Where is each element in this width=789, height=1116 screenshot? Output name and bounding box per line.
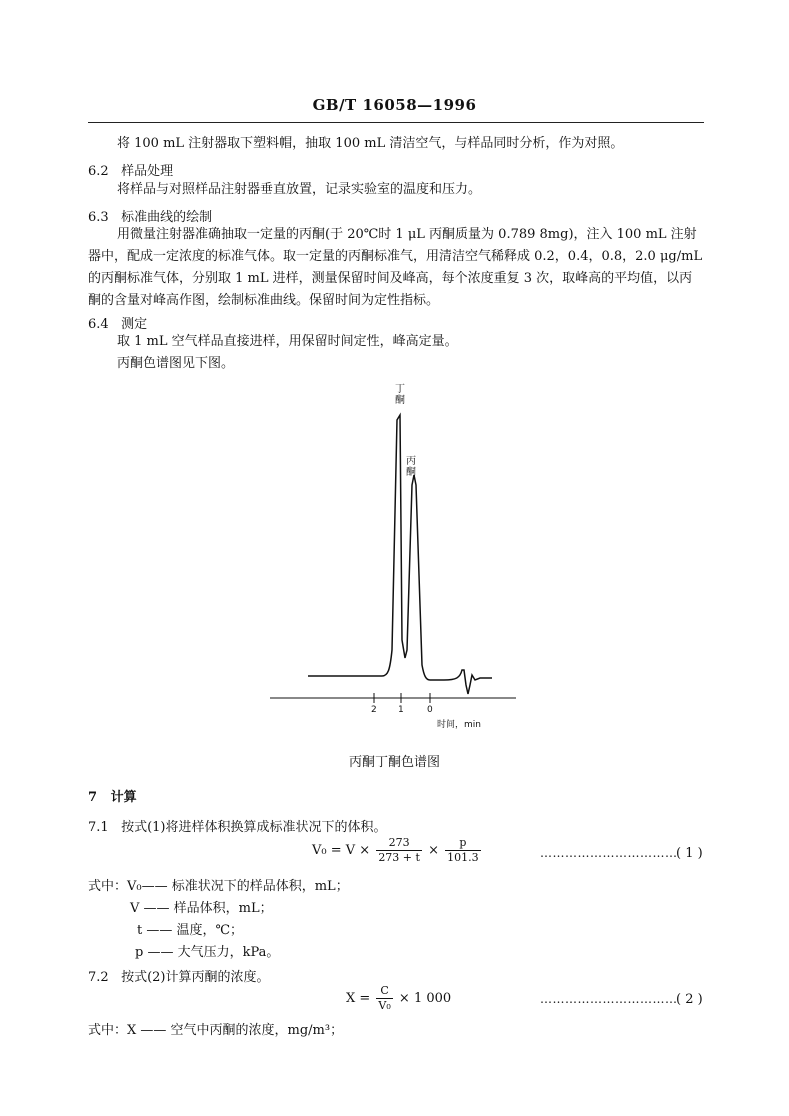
header-rule [88,122,704,123]
page-header: GB/T 16058—1996 [312,96,477,114]
figure-caption: 丙酮丁酮色谱图 [348,755,440,770]
where-1-line-2: V —— 样品体积，mL； [130,901,273,916]
section-number: 6.4 [88,317,109,332]
section-7-heading [88,786,137,805]
section-6-4-line-1: 取 1 mL 空气样品直接进样，用保留时间定性，峰高定量。 [117,334,458,349]
fraction-numerator: C [376,984,392,999]
x-axis-label: 时间，min [437,720,481,730]
formula-1 [312,836,483,865]
section-text: 按式(2)计算丙酮的浓度。 [121,970,270,985]
section-6-2-text: 将样品与对照样品注射器垂直放置，记录实验室的温度和压力。 [117,182,482,197]
peak-label-acetone: 丙酮 [406,456,416,478]
section-6-3-line-3: 的丙酮标准气体，分别取 1 mL 进样，测量保留时间及峰高，每个浓度重复 3 次，取峰高的平均值，以丙 [88,271,693,286]
section-number: 7.2 [88,970,109,985]
peak-label-butanone: 丁酮 [395,384,405,406]
where-1-line-4: p —— 大气压力，kPa。 [135,945,280,960]
section-6-3-line-2: 器中，配成一定浓度的标准气体。取一定量的丙酮标准气，用清洁空气稀释成 0.2，0.4，0.8，2.0 μg/mL [88,249,703,264]
section-title: 计算 [110,790,137,805]
section-7-2 [88,966,270,985]
section-title: 标准曲线的绘制 [121,210,213,225]
chromatogram-figure [260,380,530,725]
where-2-line-1: 式中：X —— 空气中丙酮的浓度，mg/m³； [88,1023,344,1038]
tick-label-0: 0 [427,705,433,715]
formula-2 [346,984,451,1013]
section-number: 6.3 [88,210,109,225]
formula-1-times: × [428,843,439,858]
section-number: 7.1 [88,820,109,835]
section-number: 6.2 [88,164,109,179]
chromatogram-trace [308,415,492,694]
where-1-line-1: 式中：V₀—— 标准状况下的样品体积，mL； [88,879,349,894]
control-paragraph: 将 100 mL 注射器取下塑料帽，抽取 100 mL 清洁空气，与样品同时分析，作为对照。 [117,136,624,151]
section-title: 测定 [121,317,148,332]
fraction-denominator: V₀ [378,999,391,1012]
formula-1-fraction-temp [376,836,422,865]
section-title: 样品处理 [121,164,174,179]
fraction-numerator: p [445,836,481,851]
formula-2-leader-dots: …………………………… [540,992,678,1006]
section-6-4-line-2: 丙酮色谱图见下图。 [117,356,235,371]
section-number: 7 [88,790,98,805]
tick-label-2: 2 [371,705,377,715]
where-1-line-3: t —— 温度，℃； [137,923,244,938]
formula-1-lhs: V₀ = V × [312,843,371,858]
formula-2-rhs: × 1 000 [398,991,452,1006]
formula-2-fraction [376,984,392,1013]
fraction-numerator: 273 [376,836,422,851]
section-6-3-heading [88,206,212,225]
tick-label-1: 1 [398,705,404,715]
fraction-denominator: 273 + t [378,851,420,864]
section-text: 按式(1)将进样体积换算成标准状况下的体积。 [121,820,387,835]
formula-1-number: ( 1 ) [676,846,703,861]
section-6-4-heading [88,313,147,332]
section-7-1 [88,816,387,835]
section-6-3-line-1: 用微量注射器准确抽取一定量的丙酮(于 20℃时 1 μL 丙酮质量为 0.789 8mg)，注入 100 mL 注射 [117,227,697,242]
formula-2-lhs: X = [346,991,371,1006]
formula-1-leader-dots: …………………………… [540,846,678,860]
section-6-3-line-4: 酮的含量对峰高作图，绘制标准曲线。保留时间为定性指标。 [88,293,440,308]
formula-2-number: ( 2 ) [676,992,703,1007]
formula-1-fraction-pressure [445,836,481,865]
section-6-2-heading [88,160,173,179]
fraction-denominator: 101.3 [447,851,479,864]
